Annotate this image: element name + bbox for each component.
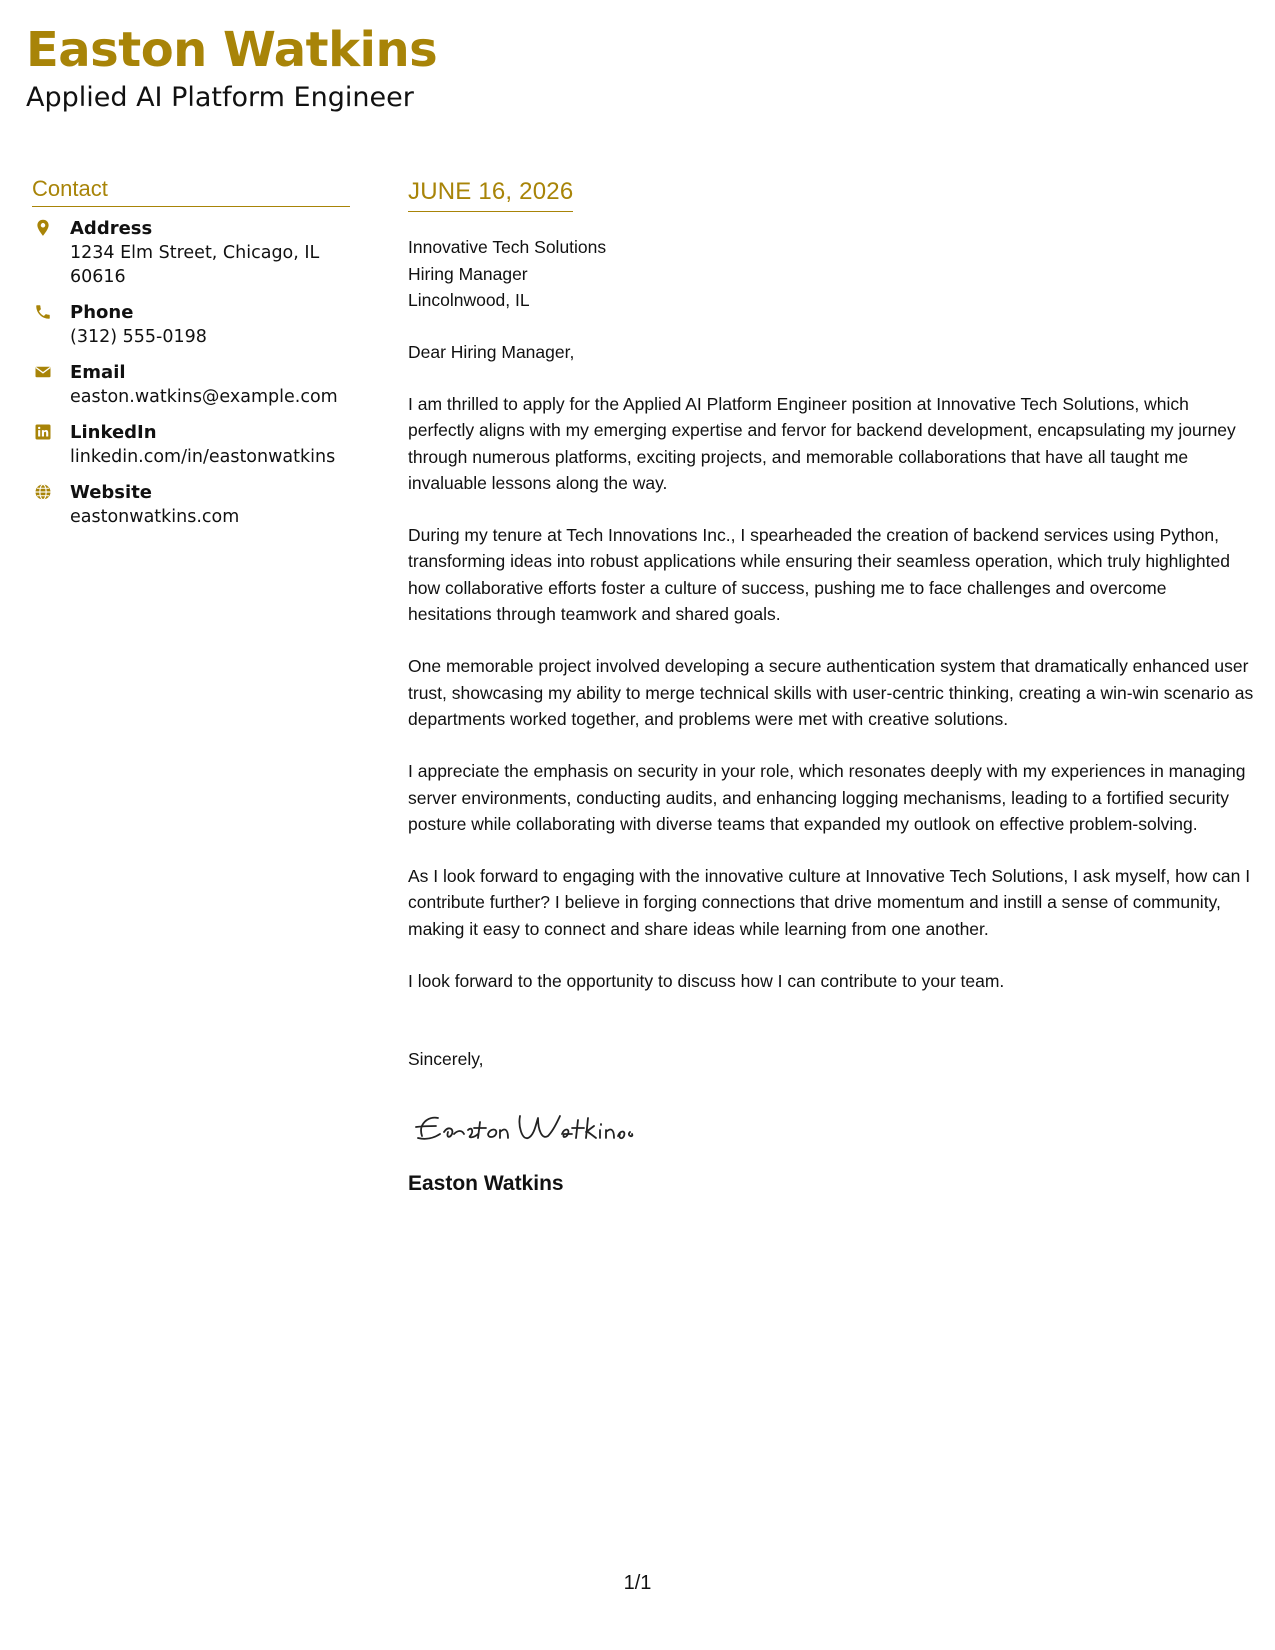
map-pin-icon <box>34 219 52 237</box>
contact-value-website: eastonwatkins.com <box>70 507 240 527</box>
contact-item-email <box>32 361 350 409</box>
contact-label: Phone <box>70 302 134 323</box>
applicant-role: Applied AI Platform Engineer <box>26 82 414 113</box>
contact-value-address: 1234 Elm Street, Chicago, IL 60616 <box>70 243 320 287</box>
handwritten-signature <box>408 1096 668 1152</box>
contact-value-phone: (312) 555-0198 <box>70 327 207 347</box>
contact-value-linkedin: linkedin.com/in/eastonwatkins <box>70 447 336 467</box>
letter-paragraph: One memorable project involved developing a secure authentication system that dramatically enhanced user trust, showcasing my ability to merge technical skills with user-centric thinking, creating a win-win scenario as departments worked together, and problems were met with creative solutions. <box>408 656 1254 729</box>
contact-value-email: easton.watkins@example.com <box>70 387 338 407</box>
letter-paragraph: I appreciate the emphasis on security in your role, which resonates deeply with my experiences in managing server environments, conducting audits, and enhancing logging mechanisms, leading to a fortified security posture while collaborating with diverse teams that expanded my outlook on effective problem-solving. <box>408 761 1246 834</box>
phone-icon <box>34 303 52 321</box>
letter-date: JUNE 16, 2026 <box>408 178 573 212</box>
contact-label: Email <box>70 362 126 383</box>
letter-body <box>408 178 1254 1196</box>
contact-sidebar <box>32 176 350 541</box>
contact-item-website <box>32 481 350 529</box>
letter-paragraph: As I look forward to engaging with the innovative culture at Innovative Tech Solutions, I ask myself, how can I contribute further? I believe in forging connections that drive momentum and instill a sense of community, making it easy to connect and share ideas while learning from one another. <box>408 866 1251 939</box>
letter-closing: Sincerely, <box>408 1049 484 1070</box>
recipient-location: Lincolnwood, IL <box>408 290 530 310</box>
contact-label: Address <box>70 218 153 239</box>
contact-item-linkedin <box>32 421 350 469</box>
letter-paragraph: I look forward to the opportunity to discuss how I can contribute to your team. <box>408 971 1005 992</box>
globe-icon <box>34 483 52 501</box>
recipient-company: Innovative Tech Solutions <box>408 237 607 257</box>
page-number: 1/1 <box>623 1572 652 1594</box>
contact-section-title: Contact <box>32 176 350 207</box>
contact-item-phone <box>32 301 350 349</box>
contact-item-address <box>32 217 350 289</box>
contact-label: LinkedIn <box>70 422 157 443</box>
letter-paragraph: I am thrilled to apply for the Applied AI Platform Engineer position at Innovative Tech Solutions, which perfectly aligns with my emerging expertise and fervor for backend development, encapsulating my journey through numerous platforms, exciting projects, and memorable collaborations that have all taught me invaluable lessons along the way. <box>408 394 1236 493</box>
linkedin-icon <box>34 423 52 441</box>
recipient-block <box>408 234 1254 314</box>
envelope-icon <box>34 363 52 381</box>
applicant-name: Easton Watkins <box>26 22 438 78</box>
letter-paragraph: During my tenure at Tech Innovations Inc., I spearheaded the creation of backend services using Python, transforming ideas into robust applications while ensuring their seamless operation, which truly highlighted how collaborative efforts foster a culture of success, pushing me to face challenges and overcome hesitations through teamwork and shared goals. <box>408 525 1230 625</box>
contact-label: Website <box>70 482 153 503</box>
signed-name: Easton Watkins <box>408 1172 564 1196</box>
recipient-title: Hiring Manager <box>408 263 528 284</box>
letter-greeting: Dear Hiring Manager, <box>408 341 575 362</box>
